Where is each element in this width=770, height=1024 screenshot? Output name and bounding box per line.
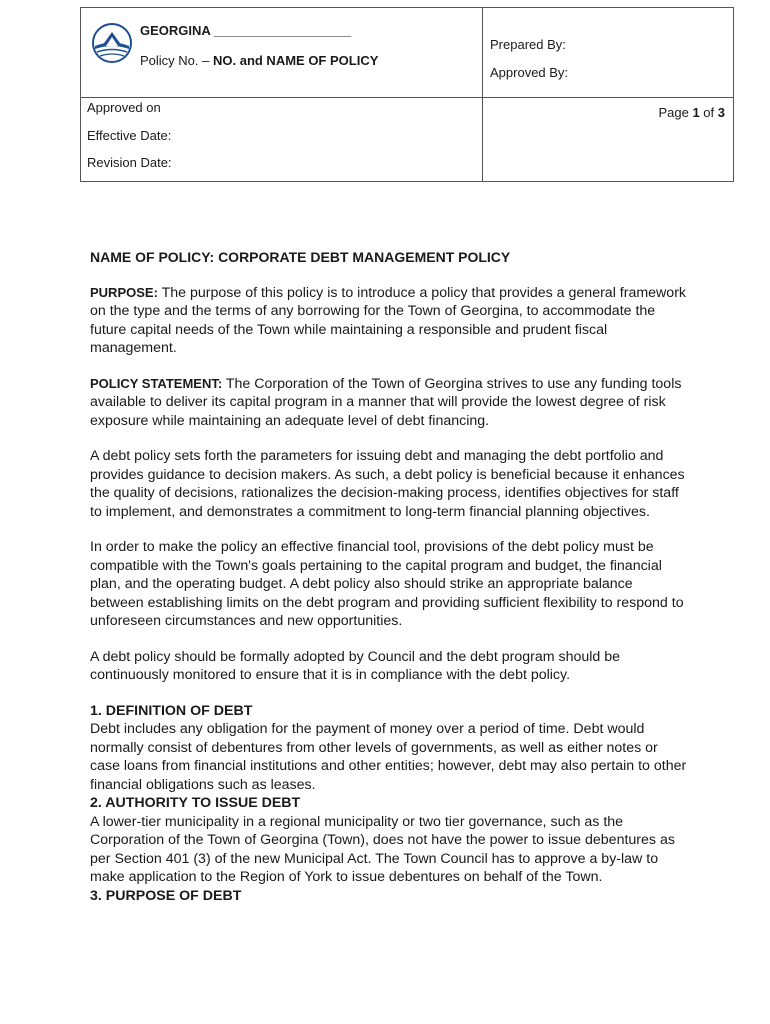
policy-no-label: Policy No. – [140,53,213,68]
purpose-label: PURPOSE: [90,284,158,300]
page-total: 3 [717,105,725,120]
effective-date-label: Effective Date: [87,128,172,143]
policy-number [140,53,378,68]
page-label: Page [658,105,693,120]
page-of: of [699,105,718,120]
header-dates-cell [81,98,483,181]
policy-statement-text: The Corporation of the Town of Georgina strives to use any funding tools available to deliver its capital program in a manner that will provide the lowest degree of risk exposure while maintaining an adequate level of debt financing. [90,375,682,429]
policy-statement-paragraph [90,375,690,431]
policy-body [90,248,690,905]
adoption-paragraph: A debt policy should be formally adopted by Council and the debt program should be continuously monitored to ensure that it is in compliance with the debt policy. [90,648,621,683]
policy-no-value: NO. and NAME OF POLICY [212,53,379,68]
prepared-by-label: Prepared By: [490,37,566,52]
header-org-cell [81,8,483,98]
approved-on-label: Approved on [87,100,161,115]
section-2-text: A lower-tier municipality in a regional municipality or two tier governance, such as the Corporation of the Town of Georgina (Town), does not have the power to issue debentures as per Section 401 (3) of the new Municipal Act. The Town Council has to approve a by-law to make application to the Region of York to issue debentures on behalf of the Town. [90,813,675,885]
georgina-town-logo-icon [91,22,133,64]
approved-by-label: Approved By: [490,65,569,80]
debt-policy-paragraph: A debt policy sets forth the parameters for issuing debt and managing the debt portfolio and provides guidance to decision makers. As such, a debt policy is beneficial because it enhances the quality of decisions, rationalizes the decision-making process, identifies objectives for staff to implement, and demonstrates a commitment to long-term financial planning objectives. [90,448,685,520]
section-1-text: Debt includes any obligation for the payment of money over a period of time. Debt would normally consist of debentures from other levels of governments, as well as either notes or case loans from financial institutions and other entities; however, debt may also pertain to other financial obligations such as leases. [90,721,687,793]
section-2-heading: 2. AUTHORITY TO ISSUE DEBT [90,795,301,811]
page-current: 1 [692,105,700,120]
section-3-heading: 3. PURPOSE OF DEBT [90,887,242,904]
revision-date-label: Revision Date: [87,155,172,170]
org-name: GEORGINA ___________________ [140,23,352,38]
purpose-text: The purpose of this policy is to introduce a policy that provides a general framework on the type and the terms of any borrowing for the Town of Georgina, to accommodate the future capital needs of the Town while maintaining a responsible and prudent fiscal management. [90,284,687,356]
page-indicator [658,105,725,120]
policy-header-table [80,7,734,182]
policy-statement-label: POLICY STATEMENT: [90,375,223,391]
purpose-paragraph [90,284,690,358]
policy-title: NAME OF POLICY: CORPORATE DEBT MANAGEMENT POLICY [90,249,511,265]
section-1-heading: 1. DEFINITION OF DEBT [90,702,253,719]
header-signoff-cell [483,8,733,98]
header-page-cell [483,98,733,181]
effective-tool-paragraph: In order to make the policy an effective financial tool, provisions of the debt policy must be compatible with the Town's goals pertaining to the capital program and budget, the financial plan, and the operating budget. A debt policy also should strike an appropriate balance between establishing limits on the debt program and providing sufficient flexibility to respond to unforeseen circumstances and new opportunities. [90,539,684,629]
